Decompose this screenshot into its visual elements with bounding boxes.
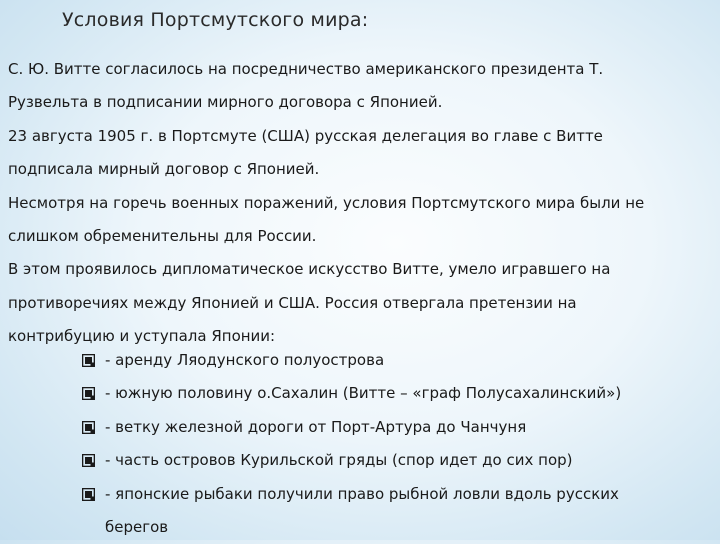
slide-body: [8, 53, 708, 354]
paragraph-line: подписала мирный договор с Японией.: [8, 160, 320, 179]
bullet-text: [105, 411, 526, 444]
bullet-line: - японские рыбаки получили право рыбной ловли вдоль русских: [105, 484, 619, 503]
paragraph-line: 23 августа 1905 г. в Портсмуте (США) русская делегация во главе с Витте: [8, 126, 603, 145]
list-item: [82, 478, 712, 544]
bullet-list: [82, 344, 712, 544]
list-item: [82, 411, 712, 444]
list-item: [82, 344, 712, 377]
bullet-line: - южную половину о.Сахалин (Витте – «граф Полусахалинский»): [105, 384, 622, 403]
list-item: [82, 377, 712, 410]
paragraph-line: Рузвельта в подписании мирного договора с Японией.: [8, 93, 443, 112]
paragraph-line: слишком обременительны для России.: [8, 226, 317, 245]
checkbox-bullet-icon: [82, 421, 95, 434]
bullet-text: [105, 344, 384, 377]
paragraph-line: В этом проявилось дипломатическое искусство Витте, умело игравшего на: [8, 260, 611, 279]
bullet-line: - ветку железной дороги от Порт-Артура до Чанчуня: [105, 417, 527, 436]
list-item: [82, 444, 712, 477]
checkbox-bullet-icon: [82, 354, 95, 367]
checkbox-bullet-icon: [82, 488, 95, 501]
bullet-line: берегов: [105, 517, 169, 536]
bullet-text: [105, 377, 621, 410]
paragraph-line: Несмотря на горечь военных поражений, условия Портсмутского мира были не: [8, 193, 645, 212]
slide-title: Условия Портсмутского мира:: [62, 9, 369, 31]
bullet-line: - аренду Ляодунского полуострова: [105, 351, 385, 369]
paragraph-line: С. Ю. Витте согласилось на посредничество американского президента Т.: [8, 60, 604, 78]
bullet-text: [105, 478, 619, 544]
bullet-line: - часть островов Курильской гряды (спор идет до сих пор): [105, 451, 573, 470]
bullet-text: [105, 444, 573, 477]
checkbox-bullet-icon: [82, 454, 95, 467]
paragraph-line: контрибуцию и уступала Японии:: [8, 327, 276, 346]
checkbox-bullet-icon: [82, 387, 95, 400]
paragraph-line: противоречиях между Японией и США. Россия отвергала претензии на: [8, 293, 577, 312]
